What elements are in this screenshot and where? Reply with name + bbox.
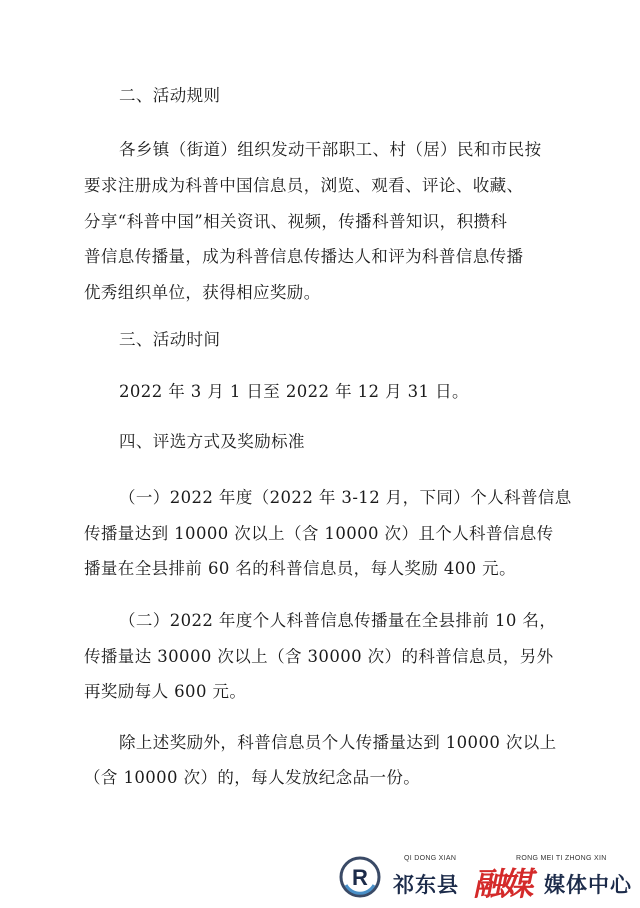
heading-activity-time: 三、活动时间 (119, 330, 221, 349)
rules-line-4: 普信息传播量，成为科普信息传播达人和评为科普信息传播 (84, 247, 524, 266)
pinyin-left: QI DONG XIAN (404, 855, 457, 862)
award1-line-3: 播量在全县排前 60 名的科普信息员，每人奖励 400 元。 (84, 559, 516, 578)
activity-time-text: 2022 年 3 月 1 日至 2022 年 12 月 31 日。 (119, 382, 469, 401)
heading-activity-rules: 二、活动规则 (119, 86, 221, 105)
award2-line-1: （二）2022 年度个人科普信息传播量在全县排前 10 名， (119, 611, 557, 630)
award1-line-1: （一）2022 年度（2022 年 3-12 月，下同）个人科普信息 (119, 488, 572, 507)
award2-line-3: 再奖励每人 600 元。 (84, 682, 247, 701)
pinyin-right: RONG MEI TI ZHONG XIN (516, 855, 607, 862)
rules-line-1: 各乡镇（街道）组织发动干部职工、村（居）民和市民按 (119, 140, 542, 159)
svg-text:R: R (352, 865, 368, 890)
rules-line-2: 要求注册成为科普中国信息员，浏览、观看、评论、收藏、 (84, 176, 524, 195)
name-right: 媒体中心 (544, 874, 632, 897)
name-brush-calligraphy: 融媒 (471, 865, 536, 903)
award2-line-2: 传播量达 30000 次以上（含 30000 次）的科普信息员，另外 (84, 647, 554, 666)
heading-selection-awards: 四、评选方式及奖励标准 (119, 432, 305, 451)
rules-line-3: 分享“科普中国”相关资讯、视频，传播科普知识，积攒科 (84, 212, 508, 231)
media-center-watermark (338, 855, 638, 905)
name-left: 祁东县 (393, 874, 459, 897)
extra-line-2: （含 10000 次）的，每人发放纪念品一份。 (84, 768, 421, 787)
r-circle-logo-icon (338, 855, 382, 899)
extra-line-1: 除上述奖励外，科普信息员个人传播量达到 10000 次以上 (119, 733, 557, 752)
award1-line-2: 传播量达到 10000 次以上（含 10000 次）且个人科普信息传 (84, 524, 554, 543)
rules-line-5: 优秀组织单位，获得相应奖励。 (84, 283, 321, 302)
